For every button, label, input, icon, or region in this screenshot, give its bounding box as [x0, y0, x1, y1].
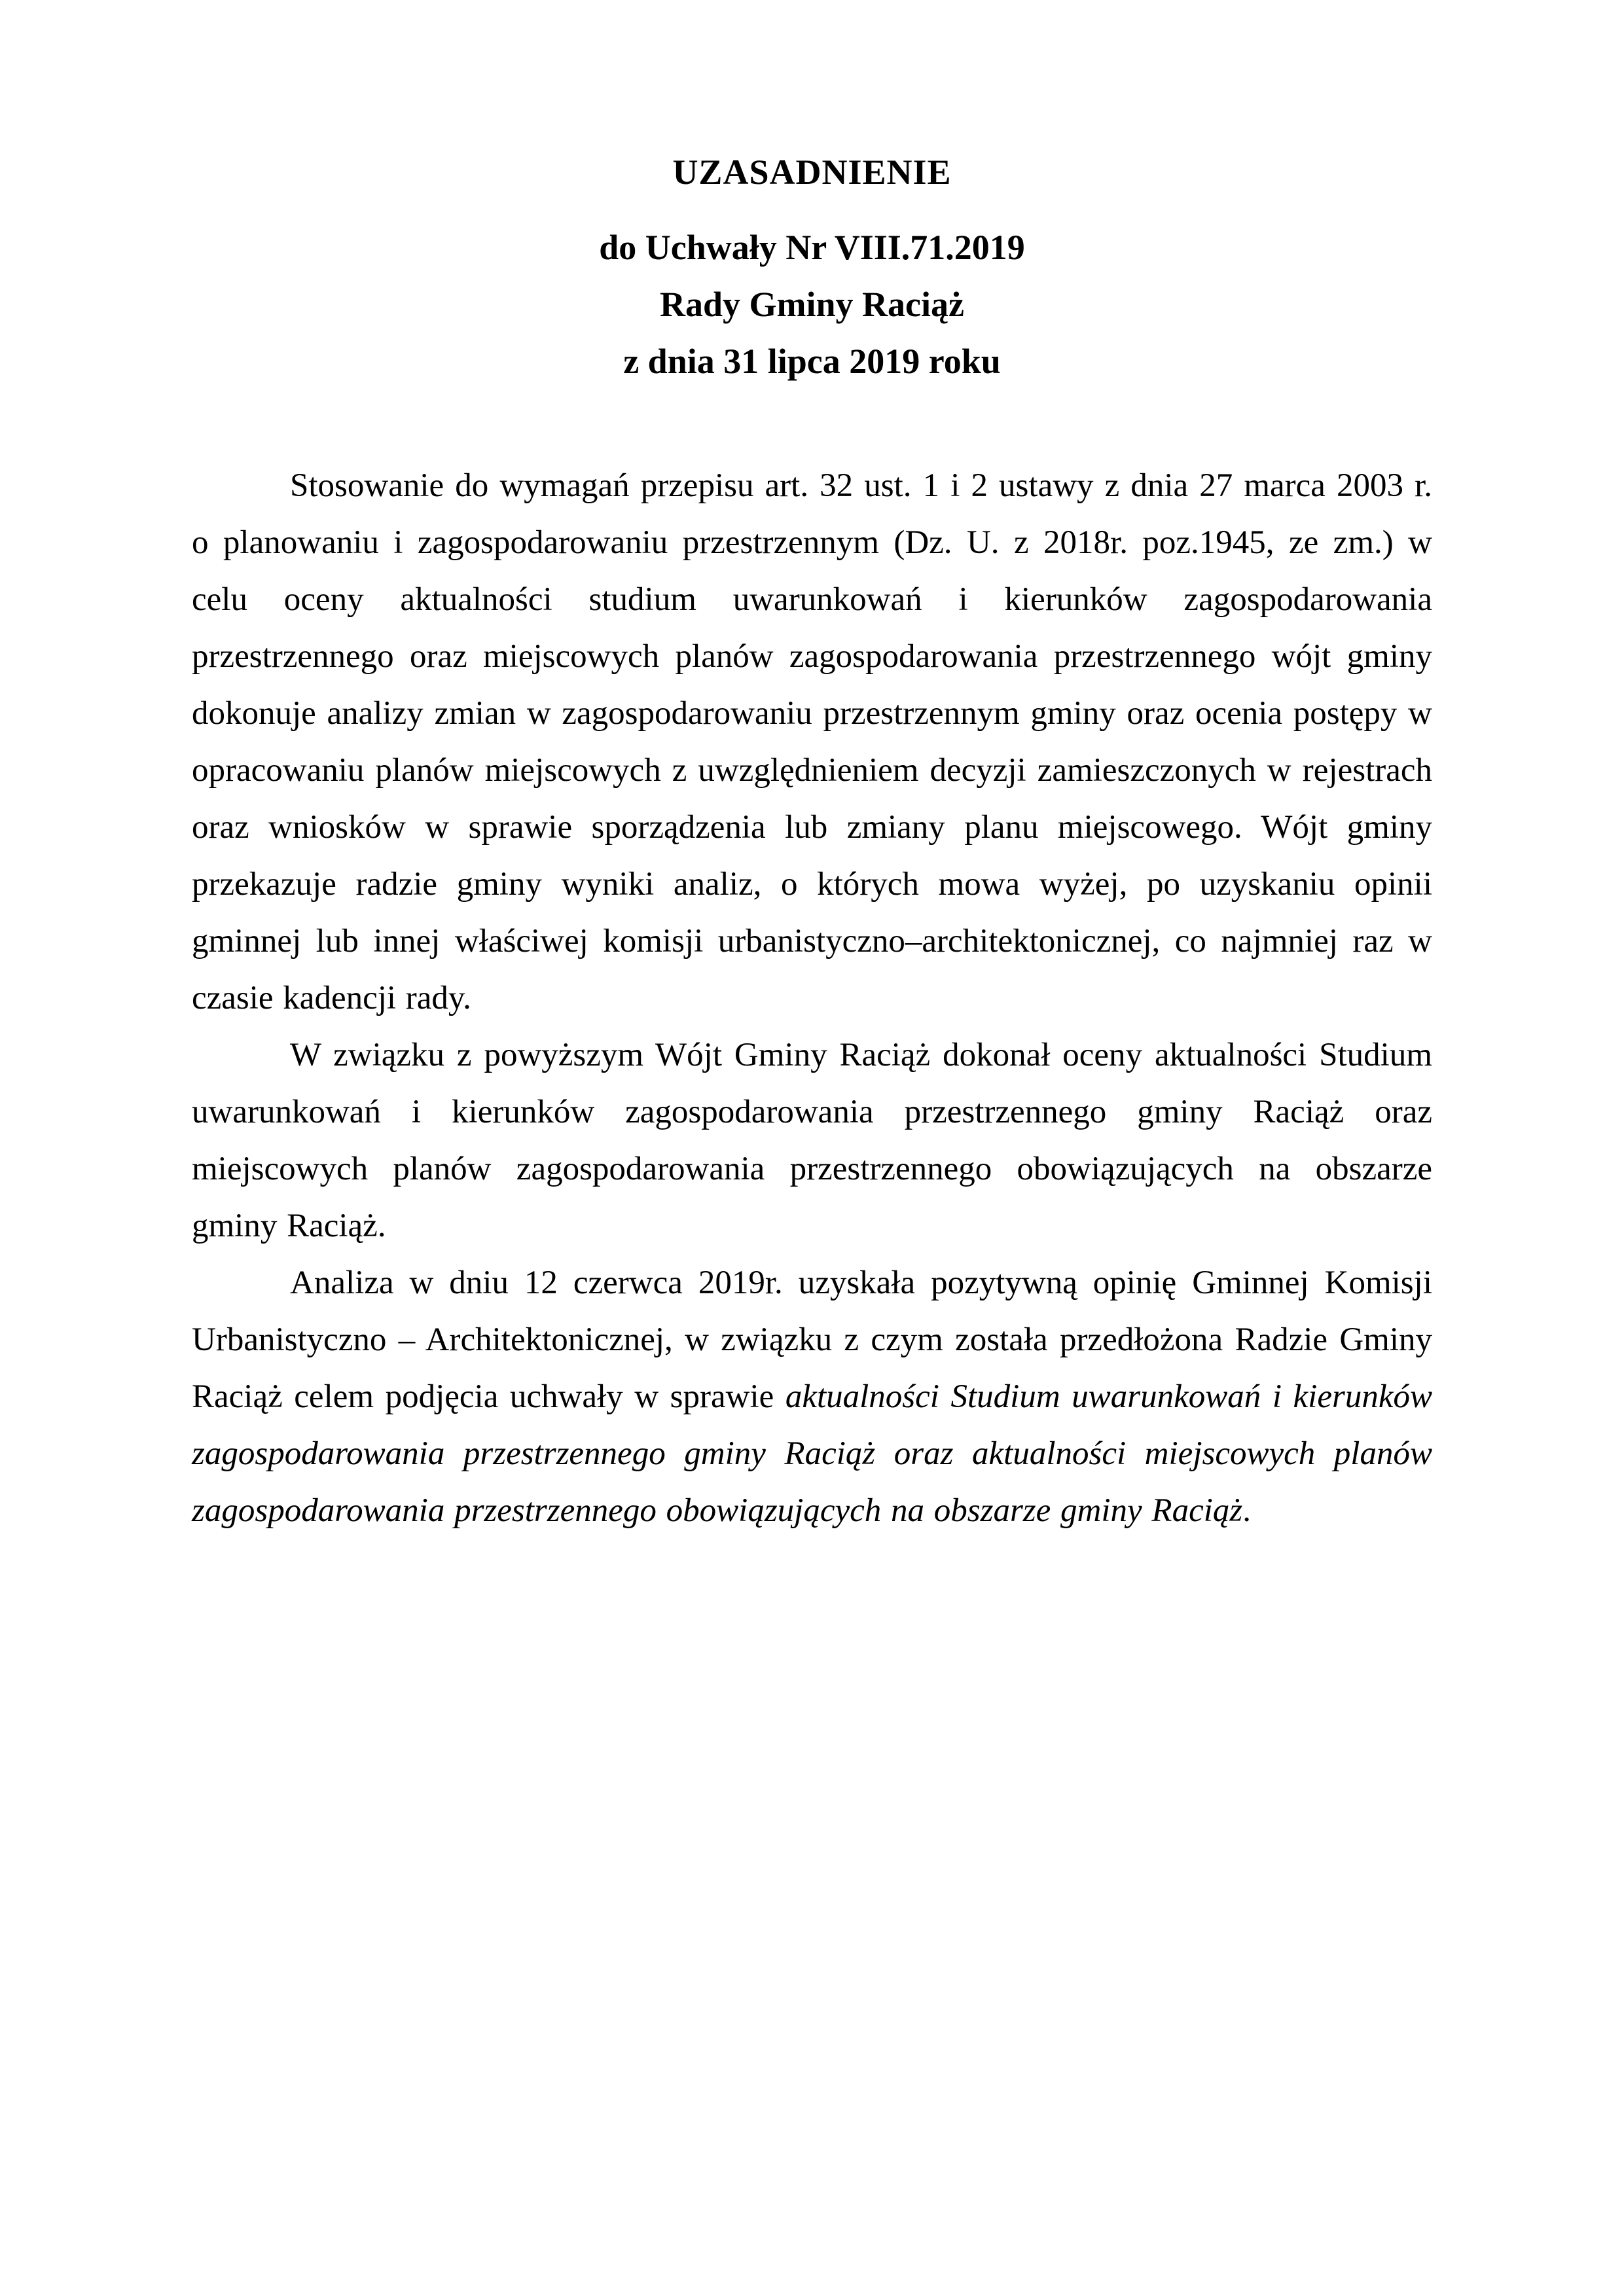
document-title: UZASADNIENIE [672, 152, 952, 192]
document-body [192, 457, 1432, 1539]
subtitle-resolution-number: do Uchwały Nr VIII.71.2019 [599, 228, 1025, 267]
subtitle-date: z dnia 31 lipca 2019 roku [623, 342, 1001, 381]
paragraph-analysis-normal-text: Analiza w dniu 12 czerwca 2019r. uzyskała pozytywną opinię Gminnej Komisji Urbanistyczno – Architektonicznej, w związku z czym została przedłożona Radzie Gminy Raciąż celem podjęcia uchwały w sprawie [192, 1265, 1432, 1415]
paragraph-legal-basis: Stosowanie do wymagań przepisu art. 32 ust. 1 i 2 ustawy z dnia 27 marca 2003 r. o planowaniu i zagospodarowaniu przestrzennym (Dz. U. z 2018r. poz.1945, ze zm.) w celu oceny aktualności studium uwarunkowań i kierunków zagospodarowania przestrzennego oraz miejscowych planów zagospodarowania przestrzennego wójt gminy dokonuje analizy zmian w zagospodarowaniu przestrzennym gminy oraz ocenia postępy w opracowaniu planów miejscowych z uwzględnieniem decyzji zamieszczonych w rejestrach oraz wniosków w sprawie sporządzenia lub zmiany planu miejscowego. Wójt gminy przekazuje radzie gminy wyniki analiz, o których mowa wyżej, po uzyskaniu opinii gminnej lub innej właściwej komisji urbanistyczno–architektonicznej, co najmniej raz w czasie kadencji rady. [192, 467, 1432, 1016]
document-subtitle-block [192, 219, 1432, 390]
paragraph-analysis-italic-title: aktualności Studium uwarunkowań i kierunków zagospodarowania przestrzennego gminy Raciąż oraz aktualności miejscowych planów zagospodarowania przestrzennego obowiązujących na obszarze gminy Raciąż [192, 1378, 1432, 1529]
paragraph-analysis-period: . [1242, 1492, 1251, 1529]
paragraph-assessment: W związku z powyższym Wójt Gminy Raciąż dokonał oceny aktualności Studium uwarunkowań i kierunków zagospodarowania przestrzennego gminy Raciąż oraz miejscowych planów zagospodarowania przestrzennego obowiązujących na obszarze gminy Raciąż. [192, 1037, 1432, 1244]
paragraph-analysis-opinion [192, 1255, 1432, 1539]
subtitle-council-name: Rady Gminy Raciąż [660, 285, 964, 324]
